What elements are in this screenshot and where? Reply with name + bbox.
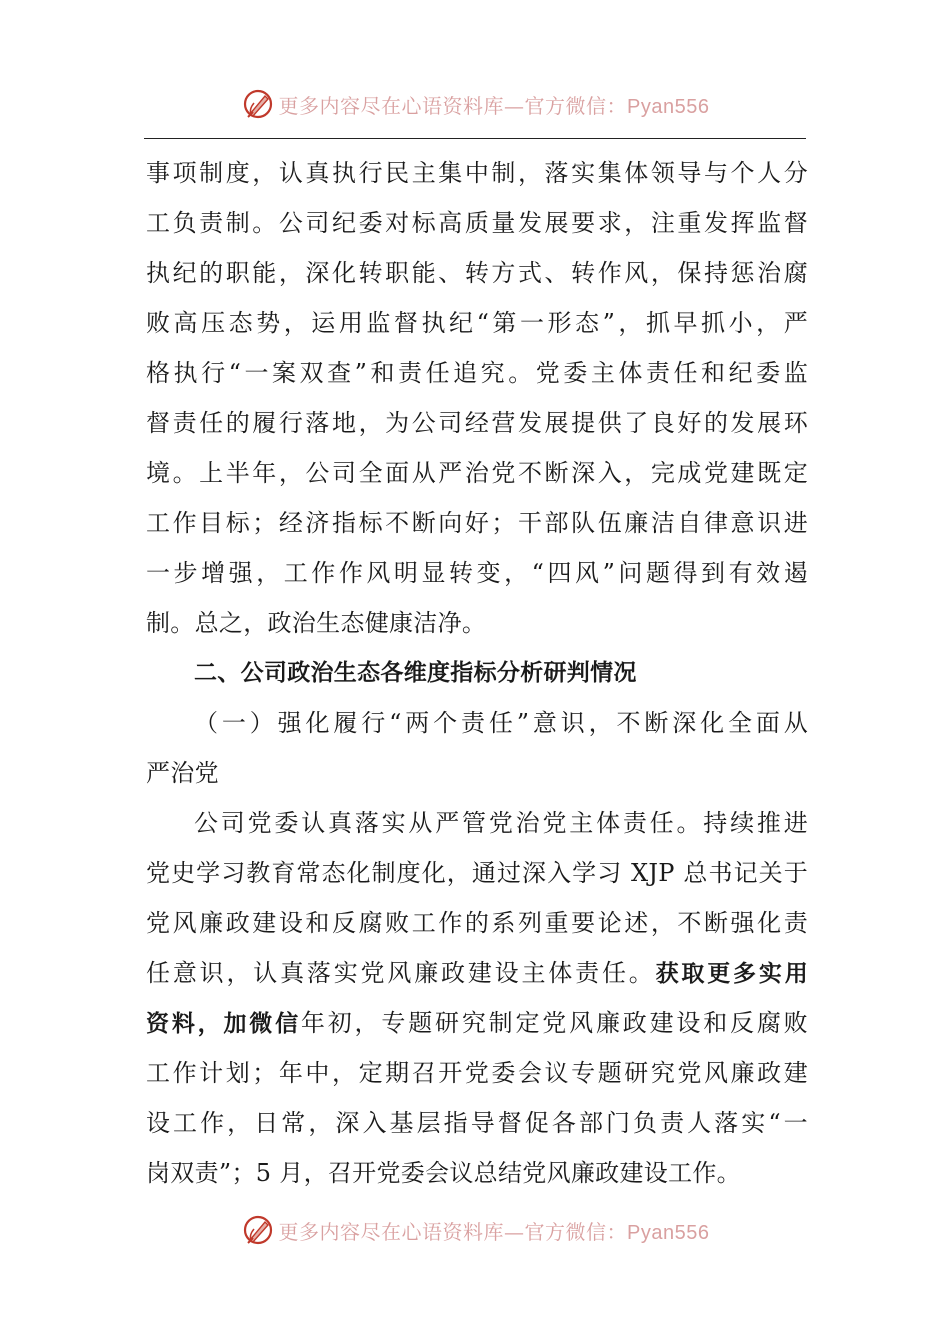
paragraph-line: 执纪的职能，深化转职能、转方式、转作风，保持惩治腐 (146, 259, 808, 287)
paragraph-line: 格执行“一案双查”和责任追究。党委主体责任和纪委监 (146, 359, 808, 387)
quill-logo-icon (241, 87, 275, 121)
paragraph-line: 公司党委认真落实从严管党治党主体责任。持续推进 (194, 809, 808, 837)
paragraph-line: 岗双责”；5 月，召开党委会议总结党风廉政建设工作。 (146, 1159, 741, 1187)
subsection-heading: （一）强化履行“两个责任”意识，不断深化全面从 (194, 709, 808, 737)
paragraph-line: 一步增强，工作作风明显转变，“四风”问题得到有效遏 (146, 559, 808, 587)
paragraph-line: 败高压态势，运用监督执纪“第一形态”，抓早抓小，严 (146, 309, 808, 337)
paragraph-line: 党风廉政建设和反腐败工作的系列重要论述，不断强化责 (146, 909, 808, 937)
paragraph-line (146, 998, 808, 1048)
paragraph-line: 工负责制。公司纪委对标高质量发展要求，注重发挥监督 (146, 209, 808, 237)
header-divider (144, 138, 806, 139)
subsection-heading-cont: 严治党 (146, 759, 219, 787)
line-text: 任意识，认真落实党风廉政建设主体责任。 (146, 959, 656, 987)
quill-logo-icon (241, 1213, 275, 1247)
paragraph-line (146, 948, 808, 998)
paragraph-line: 制。总之，政治生态健康洁净。 (146, 609, 487, 637)
promo-text: 获取更多实用 (655, 961, 808, 987)
paragraph-line: 工作计划；年中，定期召开党委会议专题研究党风廉政建 (146, 1059, 808, 1087)
header-banner-text: 更多内容尽在心语资料库—官方微信：Pyan556 (278, 93, 710, 118)
paragraph-line: 境。上半年，公司全面从严治党不断深入，完成党建既定 (146, 459, 808, 487)
line-text: 年初，专题研究制定党风廉政建设和反腐败 (300, 1009, 808, 1037)
paragraph-line: 事项制度，认真执行民主集中制，落实集体领导与个人分 (146, 159, 808, 187)
promo-text: 资料，加微信 (146, 1011, 301, 1037)
footer-banner-text: 更多内容尽在心语资料库—官方微信：Pyan556 (278, 1219, 710, 1244)
section-heading: 二、公司政治生态各维度指标分析研判情况 (194, 660, 637, 686)
paragraph-line: 工作目标；经济指标不断向好；干部队伍廉洁自律意识进 (146, 509, 808, 537)
paragraph-line: 督责任的履行落地，为公司经营发展提供了良好的发展环 (146, 409, 808, 437)
paragraph-line: 党史学习教育常态化制度化，通过深入学习 XJP 总书记关于 (146, 859, 808, 887)
document-body (146, 148, 808, 1198)
footer-banner (0, 1210, 950, 1250)
header-banner (0, 84, 950, 124)
paragraph-line: 设工作，日常，深入基层指导督促各部门负责人落实“一 (146, 1109, 808, 1137)
